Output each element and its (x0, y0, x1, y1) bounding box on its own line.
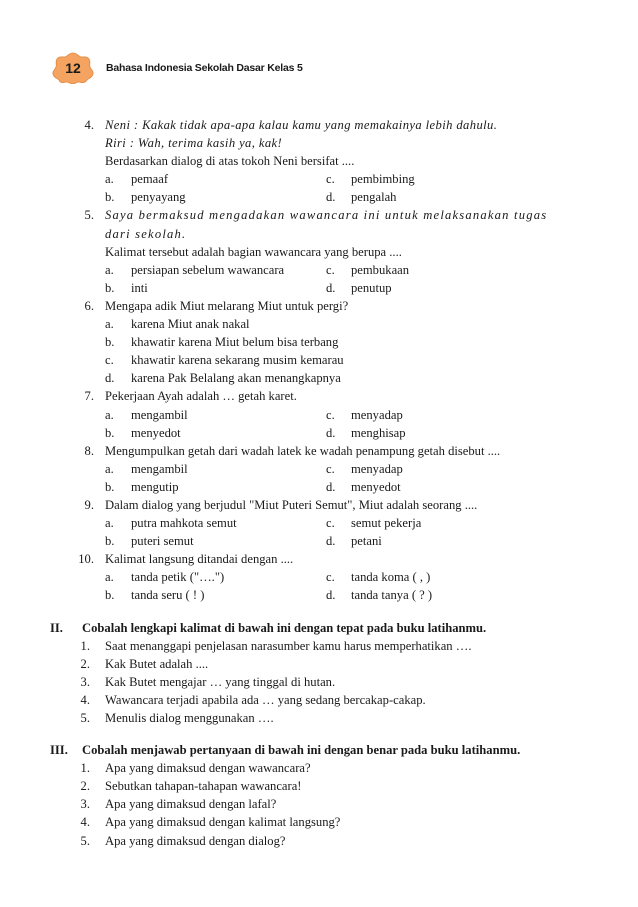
option-text: khawatir karena Miut belum bisa terbang (131, 335, 339, 350)
question-text: Berdasarkan dialog di atas tokoh Neni bersifat .... (105, 154, 355, 169)
option-text: penutup (351, 280, 392, 295)
item-number: 4. (80, 815, 90, 830)
question-text: Neni : Kakak tidak apa-apa kalau kamu yang memakainya lebih dahulu. (105, 118, 498, 132)
item-number: 5. (80, 833, 90, 848)
option-text: tanda tanya ( ? ) (351, 588, 433, 603)
option-letter: d. (326, 588, 336, 603)
option-text: tanda koma ( , ) (351, 570, 431, 585)
item-number: 5. (80, 711, 90, 725)
question-line (0, 496, 638, 514)
option-text: mengutip (131, 479, 179, 494)
option-row (0, 460, 638, 478)
option-text: petani (351, 534, 382, 549)
question-line (0, 550, 638, 568)
section-number: II. (50, 620, 63, 635)
option-letter: a. (105, 172, 114, 187)
question-text: Mengumpulkan getah dari wadah latek ke wadah penampung getah disebut .... (105, 443, 501, 458)
option-letter: b. (105, 335, 115, 350)
question-number: 9. (84, 497, 94, 512)
option-letter: a. (105, 317, 114, 332)
question-text: Kalimat langsung ditandai dengan .... (105, 552, 294, 567)
option-text: putra mahkota semut (131, 516, 237, 531)
item-text: Wawancara terjadi apabila ada … yang sedang bercakap-cakap. (105, 692, 426, 707)
option-text: mengambil (131, 461, 188, 476)
option-text: menyadap (351, 407, 403, 422)
section-item (0, 759, 638, 777)
question-number: 10. (78, 552, 94, 567)
option-row (0, 406, 638, 424)
option-text: mengambil (131, 407, 188, 422)
option-letter: a. (105, 461, 114, 476)
book-title: Bahasa Indonesia Sekolah Dasar Kelas 5 (106, 62, 303, 74)
option-row (0, 424, 638, 442)
option-letter: b. (105, 280, 115, 295)
question-line (0, 225, 638, 243)
option-letter: b. (105, 479, 115, 494)
question-text: Mengapa adik Miut melarang Miut untuk pergi? (105, 298, 349, 313)
option-text: pemaaf (131, 172, 169, 187)
option-letter: d. (326, 280, 336, 295)
option-text: inti (131, 280, 148, 295)
option-letter: b. (105, 425, 115, 440)
option-letter: c. (326, 461, 335, 476)
option-letter: a. (105, 262, 114, 277)
option-text: khawatir karena sekarang musim kemarau (131, 353, 344, 368)
section-title: Cobalah menjawab pertanyaan di bawah ini dengan benar pada buku latihanmu. (82, 743, 521, 758)
item-number: 3. (80, 674, 90, 689)
section-item (0, 813, 638, 831)
question-text: Pekerjaan Ayah adalah … getah karet. (105, 389, 297, 404)
option-text: menyadap (351, 461, 403, 476)
item-number: 3. (80, 797, 90, 812)
exercise-content (0, 116, 638, 850)
section-3-heading (0, 741, 638, 759)
question-text: Saya bermaksud mengadakan wawancara ini untuk melaksanakan tugas (105, 208, 548, 223)
item-text: Saat menanggapi penjelasan narasumber kamu harus memperhatikan …. (105, 638, 472, 653)
item-number: 2. (80, 656, 90, 671)
item-text: Apa yang dimaksud dengan lafal? (105, 797, 277, 812)
section-item (0, 832, 638, 850)
option-row (0, 514, 638, 532)
option-letter: c. (105, 353, 114, 368)
option-letter: c. (326, 407, 335, 422)
question-line (0, 206, 638, 224)
option-letter: c. (326, 516, 335, 531)
question-number: 4. (84, 118, 94, 132)
item-text: Apa yang dimaksud dengan dialog? (105, 833, 286, 848)
section-2-heading (0, 619, 638, 637)
section-item (0, 777, 638, 795)
option-letter: a. (105, 407, 114, 422)
item-text: Kak Butet adalah .... (105, 656, 209, 671)
option-letter: d. (326, 425, 336, 440)
section-gap (0, 605, 638, 619)
question-line (0, 116, 638, 134)
question-number: 6. (84, 298, 94, 313)
option-text: menyedot (351, 479, 401, 494)
section-gap (0, 727, 638, 741)
option-text: tanda petik ("….") (131, 570, 225, 585)
question-number: 7. (84, 389, 94, 404)
section-number: III. (50, 743, 68, 758)
question-text: Kalimat tersebut adalah bagian wawancara yang berupa .... (105, 244, 402, 259)
page-number-badge (52, 52, 94, 84)
question-text: Dalam dialog yang berjudul "Miut Puteri Semut", Miut adalah seorang .... (105, 497, 478, 512)
page-number: 12 (65, 60, 81, 76)
question-line (0, 297, 638, 315)
option-letter: a. (105, 570, 114, 585)
option-letter: d. (326, 190, 336, 205)
option-letter: b. (105, 588, 115, 603)
section-item (0, 691, 638, 709)
option-text: puteri semut (131, 534, 194, 549)
option-row (0, 333, 638, 351)
question-number: 8. (84, 443, 94, 458)
question-line (0, 134, 638, 152)
option-text: karena Pak Belalang akan menangkapnya (131, 371, 341, 386)
option-letter: d. (105, 371, 115, 386)
question-text: Riri : Wah, terima kasih ya, kak! (105, 136, 283, 151)
item-number: 4. (80, 692, 90, 707)
item-number: 2. (80, 779, 90, 794)
item-text: Apa yang dimaksud dengan kalimat langsung? (105, 815, 341, 830)
option-text: penyayang (131, 190, 186, 205)
question-text: dari sekolah. (105, 226, 187, 241)
option-letter: a. (105, 516, 114, 531)
item-number: 1. (80, 638, 90, 653)
option-letter: c. (326, 172, 335, 187)
question-line (0, 387, 638, 405)
option-row (0, 170, 638, 188)
item-text: Apa yang dimaksud dengan wawancara? (105, 761, 311, 776)
question-line (0, 442, 638, 460)
item-text: Kak Butet mengajar … yang tinggal di hutan. (105, 674, 336, 689)
option-row (0, 315, 638, 333)
option-text: tanda seru ( ! ) (131, 588, 205, 603)
section-item (0, 655, 638, 673)
option-row (0, 586, 638, 604)
question-line (0, 152, 638, 170)
option-row (0, 478, 638, 496)
option-row (0, 351, 638, 369)
section-item (0, 673, 638, 691)
option-text: semut pekerja (351, 516, 422, 531)
option-letter: b. (105, 190, 115, 205)
option-letter: d. (326, 534, 336, 549)
section-item (0, 637, 638, 655)
option-text: menyedot (131, 425, 181, 440)
item-number: 1. (80, 761, 90, 776)
section-item (0, 795, 638, 813)
option-text: karena Miut anak nakal (131, 317, 250, 332)
option-row (0, 261, 638, 279)
section-title: Cobalah lengkapi kalimat di bawah ini dengan tepat pada buku latihanmu. (82, 620, 487, 635)
option-text: pengalah (351, 190, 397, 205)
item-text: Menulis dialog menggunakan …. (105, 711, 274, 725)
option-letter: d. (326, 479, 336, 494)
option-row (0, 568, 638, 586)
option-row (0, 279, 638, 297)
question-line (0, 243, 638, 261)
option-row (0, 188, 638, 206)
option-row (0, 532, 638, 550)
option-text: pembimbing (351, 172, 415, 187)
option-letter: c. (326, 262, 335, 277)
option-text: persiapan sebelum wawancara (131, 262, 285, 277)
page-header (52, 52, 303, 84)
option-row (0, 369, 638, 387)
option-text: pembukaan (351, 262, 410, 277)
option-letter: b. (105, 534, 115, 549)
option-text: menghisap (351, 425, 406, 440)
section-item (0, 709, 638, 727)
option-letter: c. (326, 570, 335, 585)
item-text: Sebutkan tahapan-tahapan wawancara! (105, 779, 302, 794)
question-number: 5. (84, 208, 94, 223)
